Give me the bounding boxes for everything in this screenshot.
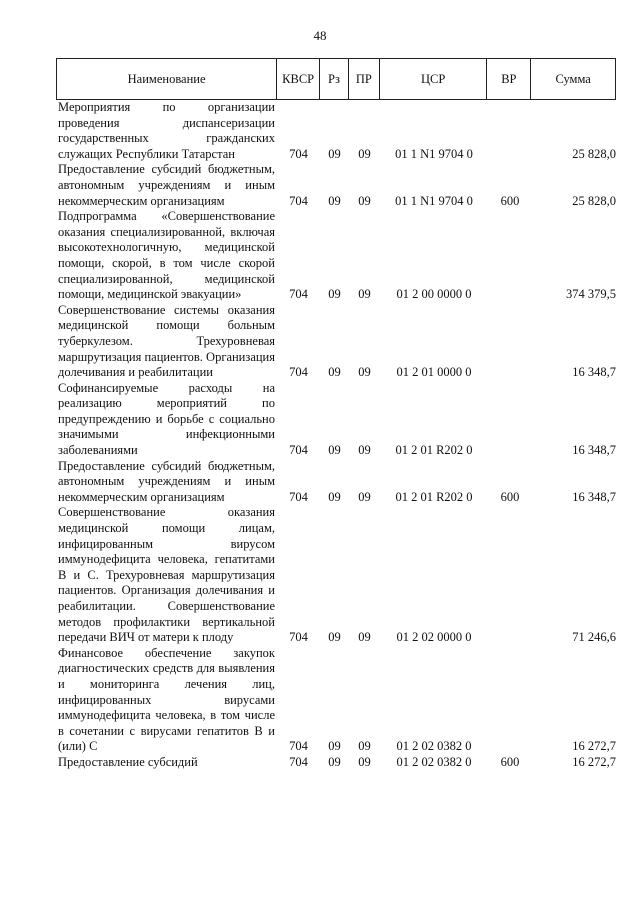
row-vr: 600 bbox=[500, 754, 520, 769]
row-kvsr: 704 bbox=[289, 754, 308, 769]
row-sum: 25 828,0 bbox=[572, 193, 616, 208]
row-pr: 09 bbox=[358, 630, 371, 645]
table-row bbox=[56, 209, 616, 303]
table-body bbox=[56, 100, 616, 771]
column-header-csr: ЦСР bbox=[380, 59, 488, 99]
table-row bbox=[56, 100, 616, 162]
table-row bbox=[56, 755, 616, 771]
row-kvsr: 704 bbox=[289, 146, 308, 161]
row-name: Софинансируемые расходы на реализацию мероприятий по предупреждению и борьбе с социально значимыми инфекционными заболеваниями bbox=[58, 380, 275, 458]
row-name: Подпрограмма «Совершенствование оказания специализированной, включая высокотехнологичную, медицинской помощи, скорой, в том числе скорой специализированной, медицинской помощи, медицинской эвакуации» bbox=[58, 209, 275, 302]
row-sum: 16 272,7 bbox=[572, 754, 616, 769]
row-rz: 09 bbox=[328, 754, 341, 769]
row-csr: 01 2 01 R202 0 bbox=[395, 489, 473, 504]
row-csr: 01 2 02 0000 0 bbox=[396, 630, 472, 645]
row-sum: 16 348,7 bbox=[572, 365, 616, 380]
table-header bbox=[56, 58, 616, 100]
row-pr: 09 bbox=[358, 193, 371, 208]
row-name: Предоставление субсидий bbox=[58, 754, 198, 769]
row-pr: 09 bbox=[358, 489, 371, 504]
row-csr: 01 2 01 R202 0 bbox=[395, 443, 473, 458]
row-name: Мероприятия по организации проведения диспансеризации государственных гражданских служащих Республики Татарстан bbox=[58, 100, 275, 161]
table-row bbox=[56, 646, 616, 755]
row-rz: 09 bbox=[328, 146, 341, 161]
row-pr: 09 bbox=[358, 365, 371, 380]
table-row bbox=[56, 162, 616, 209]
row-sum: 16 272,7 bbox=[572, 739, 616, 754]
row-pr: 09 bbox=[358, 287, 371, 302]
column-header-pr: ПР bbox=[349, 59, 380, 99]
row-pr: 09 bbox=[358, 754, 371, 769]
row-kvsr: 704 bbox=[289, 443, 308, 458]
row-sum: 71 246,6 bbox=[572, 630, 616, 645]
row-csr: 01 2 02 0382 0 bbox=[396, 754, 472, 769]
row-vr bbox=[488, 303, 532, 381]
row-rz: 09 bbox=[328, 443, 341, 458]
row-rz: 09 bbox=[328, 365, 341, 380]
column-header-kvsr: КВСР bbox=[277, 59, 320, 99]
column-header-rz: Рз bbox=[320, 59, 349, 99]
row-csr: 01 2 01 0000 0 bbox=[396, 365, 472, 380]
page-number: 48 bbox=[313, 28, 327, 43]
row-csr: 01 1 N1 9704 0 bbox=[395, 146, 473, 161]
table-row bbox=[56, 459, 616, 506]
row-sum: 16 348,7 bbox=[572, 489, 616, 504]
column-header-vr: ВР bbox=[487, 59, 531, 99]
row-kvsr: 704 bbox=[289, 630, 308, 645]
row-rz: 09 bbox=[328, 193, 341, 208]
row-kvsr: 704 bbox=[289, 193, 308, 208]
row-sum: 374 379,5 bbox=[566, 287, 616, 302]
row-rz: 09 bbox=[328, 739, 341, 754]
row-vr: 600 bbox=[500, 489, 520, 504]
row-name: Финансовое обеспечение закупок диагностических средств для выявления и мониторинга лечения лиц, инфицированных вирусами иммунодефицита человека, в том числе в сочетании с вирусами гепатитов В и (или) С bbox=[58, 645, 275, 754]
row-sum: 25 828,0 bbox=[572, 146, 616, 161]
row-kvsr: 704 bbox=[289, 287, 308, 302]
row-name: Предоставление субсидий бюджетным, автономным учреждениям и иным некоммерческим организациям bbox=[58, 458, 275, 504]
row-kvsr: 704 bbox=[289, 365, 308, 380]
row-kvsr: 704 bbox=[289, 739, 308, 754]
row-vr bbox=[488, 505, 532, 645]
table-row bbox=[56, 303, 616, 381]
column-header-name: Наименование bbox=[57, 59, 277, 99]
row-vr: 600 bbox=[500, 193, 520, 208]
row-vr bbox=[488, 381, 532, 459]
row-pr: 09 bbox=[358, 443, 371, 458]
row-rz: 09 bbox=[328, 287, 341, 302]
row-csr: 01 1 N1 9704 0 bbox=[395, 193, 473, 208]
row-pr: 09 bbox=[358, 739, 371, 754]
column-header-sum: Сумма bbox=[555, 71, 591, 86]
row-rz: 09 bbox=[328, 489, 341, 504]
row-name: Предоставление субсидий бюджетным, автономным учреждениям и иным некоммерческим организациям bbox=[58, 162, 275, 208]
table-row bbox=[56, 381, 616, 459]
row-pr: 09 bbox=[358, 146, 371, 161]
row-kvsr: 704 bbox=[289, 489, 308, 504]
row-rz: 09 bbox=[328, 630, 341, 645]
row-csr: 01 2 00 0000 0 bbox=[396, 287, 472, 302]
row-csr: 01 2 02 0382 0 bbox=[396, 739, 472, 754]
row-sum: 16 348,7 bbox=[572, 443, 616, 458]
table-row bbox=[56, 505, 616, 645]
row-vr bbox=[488, 209, 532, 303]
row-vr bbox=[488, 646, 532, 755]
row-name: Совершенствование системы оказания медицинской помощи больным туберкулезом. Трехуровневая маршрутизация пациентов. Организация долечивания и реабилитации bbox=[58, 302, 275, 380]
row-name: Совершенствование оказания медицинской помощи лицам, инфицированным вирусом иммунодефицита человека, гепатитами В и С. Трехуровневая маршрутизация пациентов. Организация долечивания и реабилитации. Совершенствование методов профилактики вертикальной передачи ВИЧ от матери к плоду bbox=[58, 505, 275, 645]
row-vr bbox=[488, 100, 532, 162]
